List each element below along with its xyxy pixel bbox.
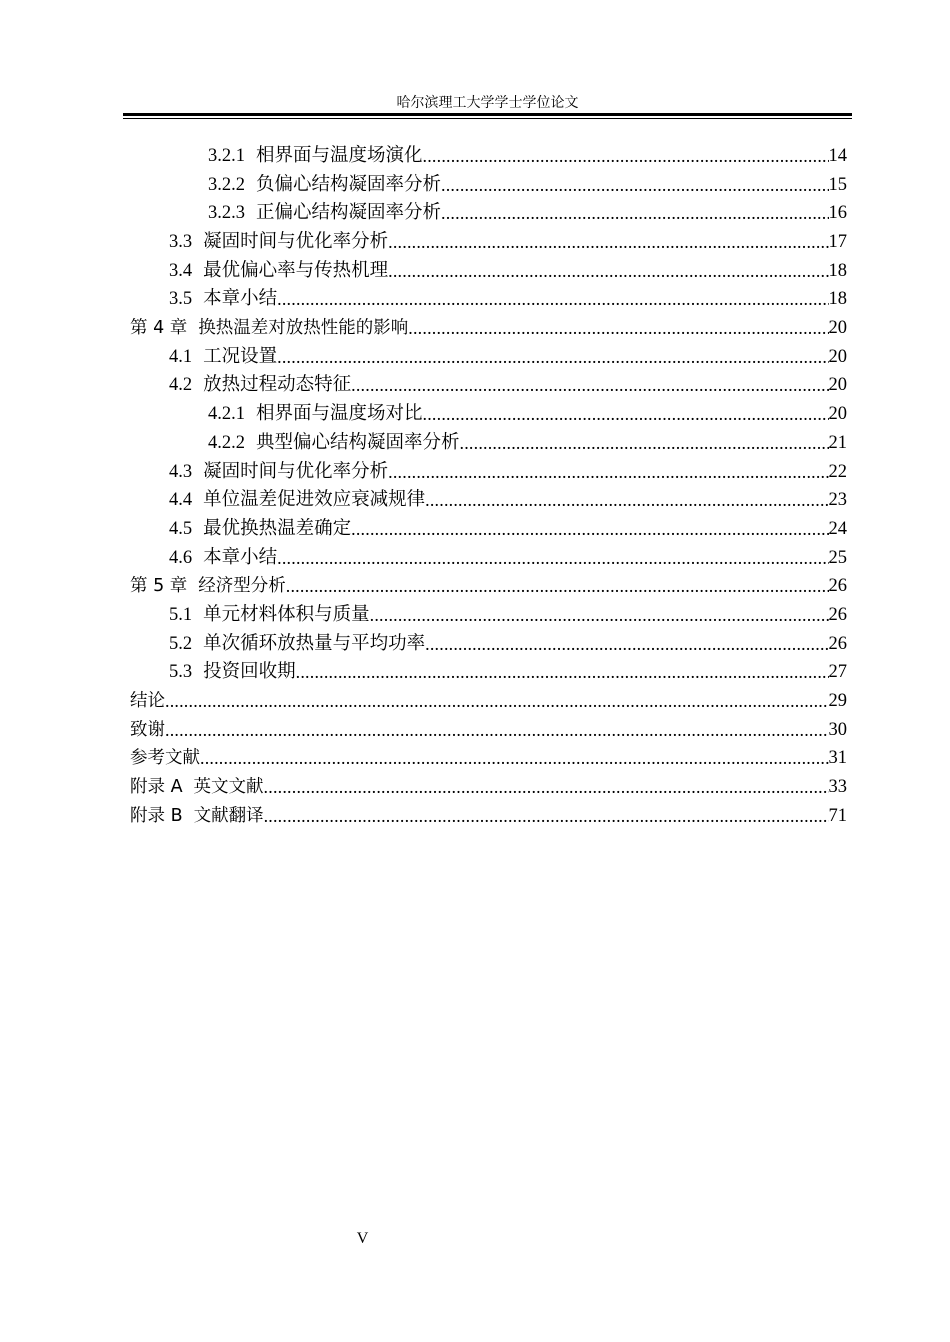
toc-entry-title: 参考文献 bbox=[130, 748, 200, 769]
toc-entry-page: 14 bbox=[828, 145, 847, 166]
toc-entry-title: 结论 bbox=[130, 691, 165, 712]
toc-dot-leader bbox=[423, 400, 829, 429]
toc-entry-title: 负偏心结构凝固率分析 bbox=[256, 174, 442, 195]
toc-entry-number: 4.6 bbox=[169, 547, 193, 568]
toc-entry-title: 经济型分析 bbox=[198, 576, 286, 597]
toc-entry-number: 3.2.3 bbox=[208, 203, 245, 224]
toc-dot-leader bbox=[408, 314, 828, 343]
toc-entry[interactable] bbox=[130, 744, 847, 773]
toc-entry-number: 第 5 章 bbox=[130, 576, 188, 597]
toc-entry-number: 3.4 bbox=[169, 260, 193, 281]
toc-entry[interactable] bbox=[130, 572, 847, 601]
toc-entry[interactable] bbox=[130, 515, 847, 544]
toc-dot-leader bbox=[165, 716, 829, 745]
toc-entry-number: 4.2.2 bbox=[208, 432, 245, 453]
toc-dot-leader bbox=[277, 343, 828, 372]
toc-entry-number: 4.5 bbox=[169, 518, 193, 539]
toc-entry-title: 单位温差促进效应衰减规律 bbox=[203, 490, 426, 511]
toc-dot-leader bbox=[296, 658, 829, 687]
toc-entry-number: 4.2.1 bbox=[208, 404, 245, 425]
toc-entry-title: 相界面与温度场演化 bbox=[256, 145, 423, 166]
toc-entry[interactable] bbox=[130, 716, 847, 745]
toc-entry-page: 15 bbox=[828, 174, 847, 195]
toc-dot-leader bbox=[286, 572, 829, 601]
toc-dot-leader bbox=[370, 601, 829, 630]
toc-entry-number: 附录 A bbox=[130, 777, 183, 798]
toc-entry-number: 5.2 bbox=[169, 633, 193, 654]
toc-entry[interactable] bbox=[130, 228, 847, 257]
toc-entry[interactable] bbox=[130, 544, 847, 573]
toc-entry-title: 工况设置 bbox=[203, 346, 278, 367]
toc-entry[interactable] bbox=[130, 458, 847, 487]
toc-entry-title: 单元材料体积与质量 bbox=[203, 604, 370, 625]
page-header: 哈尔滨理工大学学士学位论文 bbox=[396, 96, 579, 111]
toc-entry-page: 31 bbox=[828, 748, 847, 769]
toc-entry-page: 27 bbox=[828, 662, 847, 683]
toc-entry[interactable] bbox=[130, 601, 847, 630]
toc-entry-page: 26 bbox=[828, 633, 847, 654]
toc-dot-leader bbox=[264, 773, 829, 802]
toc-entry-title: 文献翻译 bbox=[193, 805, 264, 826]
toc-entry-number: 3.2.2 bbox=[208, 174, 245, 195]
toc-dot-leader bbox=[388, 228, 828, 257]
toc-entry[interactable] bbox=[130, 400, 847, 429]
toc-entry[interactable] bbox=[130, 687, 847, 716]
toc-dot-leader bbox=[277, 285, 828, 314]
toc-entry-page: 18 bbox=[828, 289, 847, 310]
toc-entry[interactable] bbox=[130, 257, 847, 286]
toc-entry[interactable] bbox=[130, 142, 847, 171]
toc-entry[interactable] bbox=[130, 171, 847, 200]
toc-entry-page: 17 bbox=[828, 232, 847, 253]
toc-entry-page: 24 bbox=[828, 518, 847, 539]
toc-entry-title: 正偏心结构凝固率分析 bbox=[256, 203, 442, 224]
toc-entry-page: 23 bbox=[828, 490, 847, 511]
toc-entry-number: 3.3 bbox=[169, 232, 193, 253]
toc-entry-title: 凝固时间与优化率分析 bbox=[203, 232, 389, 253]
toc-entry-number: 附录 B bbox=[130, 805, 183, 826]
toc-entry-title: 英文文献 bbox=[193, 777, 264, 798]
toc-dot-leader bbox=[388, 257, 828, 286]
toc-dot-leader bbox=[200, 744, 829, 773]
toc-entry-title: 最优偏心率与传热机理 bbox=[203, 260, 389, 281]
toc-dot-leader bbox=[165, 687, 829, 716]
toc-entry-page: 20 bbox=[828, 404, 847, 425]
toc-dot-leader bbox=[351, 372, 828, 401]
toc-entry-number: 3.5 bbox=[169, 289, 193, 310]
toc-entry-page: 30 bbox=[828, 719, 847, 740]
toc-entry[interactable] bbox=[130, 372, 847, 401]
toc-dot-leader bbox=[441, 199, 828, 228]
toc-entry-number: 4.4 bbox=[169, 490, 193, 511]
toc-entry[interactable] bbox=[130, 429, 847, 458]
toc-entry-page: 18 bbox=[828, 260, 847, 281]
toc-dot-leader bbox=[277, 544, 828, 573]
toc-entry[interactable] bbox=[130, 630, 847, 659]
toc-dot-leader bbox=[264, 802, 829, 831]
toc-entry[interactable] bbox=[130, 314, 847, 343]
toc-entry-number: 4.1 bbox=[169, 346, 193, 367]
table-of-contents bbox=[130, 142, 847, 831]
toc-entry[interactable] bbox=[130, 199, 847, 228]
toc-dot-leader bbox=[460, 429, 829, 458]
header-rule-thick bbox=[123, 113, 852, 116]
toc-entry-title: 典型偏心结构凝固率分析 bbox=[256, 432, 460, 453]
toc-entry-page: 20 bbox=[828, 375, 847, 396]
toc-dot-leader bbox=[351, 515, 828, 544]
toc-dot-leader bbox=[425, 630, 828, 659]
toc-entry[interactable] bbox=[130, 486, 847, 515]
toc-entry-number: 第 4 章 bbox=[130, 318, 188, 339]
toc-entry-page: 20 bbox=[828, 346, 847, 367]
toc-entry-page: 21 bbox=[828, 432, 847, 453]
toc-entry[interactable] bbox=[130, 773, 847, 802]
toc-entry[interactable] bbox=[130, 802, 847, 831]
toc-entry-number: 4.2 bbox=[169, 375, 193, 396]
toc-entry-title: 单次循环放热量与平均功率 bbox=[203, 633, 426, 654]
toc-entry-page: 22 bbox=[828, 461, 847, 482]
toc-entry-number: 5.1 bbox=[169, 604, 193, 625]
toc-dot-leader bbox=[441, 171, 828, 200]
page-number: V bbox=[356, 1230, 369, 1247]
toc-entry-number: 3.2.1 bbox=[208, 145, 245, 166]
toc-entry-page: 71 bbox=[828, 805, 847, 826]
toc-entry-title: 相界面与温度场对比 bbox=[256, 404, 423, 425]
header-rule-thin bbox=[123, 118, 852, 119]
toc-entry[interactable] bbox=[130, 343, 847, 372]
toc-entry-page: 16 bbox=[828, 203, 847, 224]
toc-entry-page: 20 bbox=[828, 318, 847, 339]
toc-dot-leader bbox=[423, 142, 829, 171]
toc-entry-page: 26 bbox=[828, 576, 847, 597]
toc-entry-number: 4.3 bbox=[169, 461, 193, 482]
toc-entry-page: 33 bbox=[828, 777, 847, 798]
toc-entry-page: 29 bbox=[828, 691, 847, 712]
toc-entry[interactable] bbox=[130, 658, 847, 687]
toc-entry-title: 换热温差对放热性能的影响 bbox=[198, 318, 409, 339]
toc-entry-number: 5.3 bbox=[169, 662, 193, 683]
toc-entry-page: 26 bbox=[828, 604, 847, 625]
toc-entry-title: 致谢 bbox=[130, 719, 165, 740]
toc-entry-title: 投资回收期 bbox=[203, 662, 296, 683]
toc-dot-leader bbox=[388, 458, 828, 487]
toc-entry-title: 凝固时间与优化率分析 bbox=[203, 461, 389, 482]
toc-entry-title: 本章小结 bbox=[203, 289, 278, 310]
toc-entry-title: 本章小结 bbox=[203, 547, 278, 568]
toc-entry[interactable] bbox=[130, 285, 847, 314]
toc-entry-page: 25 bbox=[828, 547, 847, 568]
toc-entry-title: 最优换热温差确定 bbox=[203, 518, 352, 539]
toc-entry-title: 放热过程动态特征 bbox=[203, 375, 352, 396]
toc-dot-leader bbox=[425, 486, 828, 515]
